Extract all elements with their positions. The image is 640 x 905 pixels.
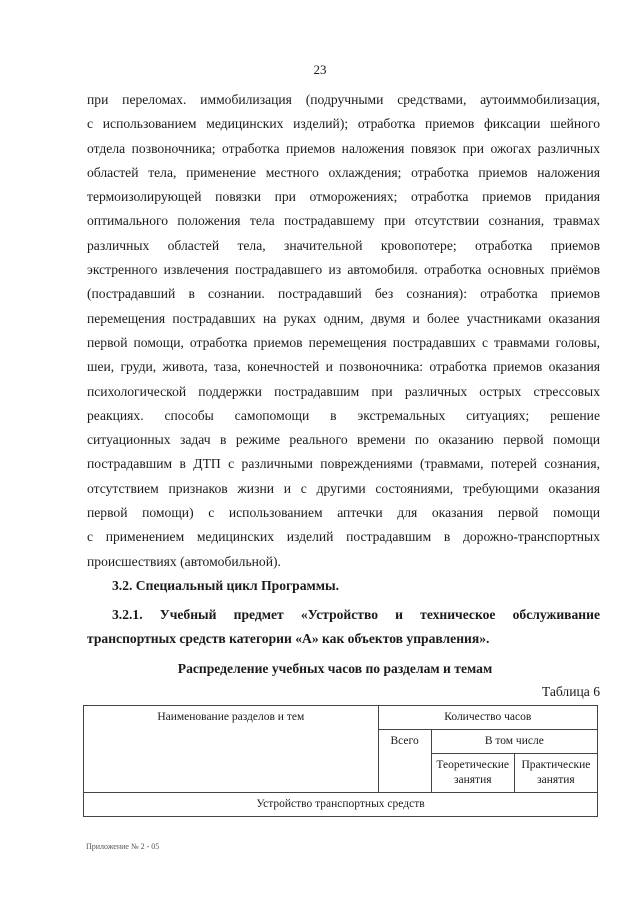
text-line: областей тела, применение местного охлаждения; отработка приемов наложения: [87, 164, 600, 180]
table-title: Распределение учебных часов по разделам и темам: [177, 661, 493, 676]
text-line: ситуационных задач в режиме реального времени по оказанию первой помощи: [87, 432, 600, 448]
text-line: (пострадавший в сознании. пострадавший без сознания): отработка приемов: [87, 286, 600, 302]
hours-table: [83, 705, 598, 817]
section-row-label: Устройство транспортных средств: [84, 793, 598, 817]
text-line: с применением медицинских изделий пострадавшим в дорожно-транспортных: [87, 529, 600, 545]
body-paragraph: [87, 88, 600, 574]
header-hours-count: Количество часов: [378, 706, 597, 730]
text-line: реакциях. способы самопомощи в экстремальных ситуациях; решение: [87, 407, 600, 423]
text-line: перемещения пострадавших на руках одним, двумя и более участниками оказания: [87, 310, 600, 326]
table-number-label: Таблица 6: [541, 684, 600, 699]
text-line: происшествиях (автомобильной).: [87, 553, 281, 569]
text-line: термоизолирующей повязки при отморожениях; отработка приемов придания: [87, 189, 600, 205]
header-including: В том числе: [431, 730, 597, 754]
table-row: [84, 793, 598, 817]
text-line: экстренного извлечения пострадавшего из автомобиля. отработка основных приёмов: [87, 262, 600, 278]
table-header-row: [84, 706, 598, 730]
subsection-heading-line-2: транспортных средств категории «А» как объектов управления».: [87, 631, 490, 646]
header-total: Всего: [378, 730, 431, 793]
text-line: с использованием медицинских изделий); отработка приемов фиксации шейного: [87, 116, 600, 132]
text-line: первой помощи) с использованием аптечки для оказания первой помощи: [87, 505, 600, 521]
text-line: психологической поддержки пострадавшим при различных острых стрессовых: [87, 383, 600, 399]
text-line: отдела позвоночника; отработка приемов наложения повязок при ожогах различных: [87, 140, 600, 156]
header-section-names: Наименование разделов и тем: [84, 706, 379, 793]
text-line: оптимального положения тела пострадавшему при отсутствии сознания, травмах: [87, 213, 600, 229]
header-theory: Теоретические занятия: [431, 754, 514, 793]
text-line: различных областей тела, значительной кровопотере; отработка приемов: [87, 237, 600, 253]
text-line: пострадавшим в ДТП с различными повреждениями (травмами, потерей сознания,: [87, 456, 600, 472]
section-heading: 3.2. Специальный цикл Программы.: [112, 578, 340, 593]
text-line: при переломах. иммобилизация (подручными средствами, аутоиммобилизация,: [87, 92, 600, 107]
header-practice: Практические занятия: [514, 754, 597, 793]
text-line: отсутствием признаков жизни и с другими состояниями, требующими оказания: [87, 480, 600, 496]
text-line: первой помощи, отработка приемов перемещения пострадавших с травмами головы,: [87, 334, 600, 350]
subsection-heading-line-1: 3.2.1. Учебный предмет «Устройство и техническое обслуживание: [112, 607, 600, 622]
text-line: шеи, груди, живота, таза, конечностей и позвоночника: отработка приемов оказания: [87, 359, 600, 375]
footer-note: Приложение № 2 - 05: [86, 842, 160, 851]
page-number: 23: [313, 62, 327, 77]
